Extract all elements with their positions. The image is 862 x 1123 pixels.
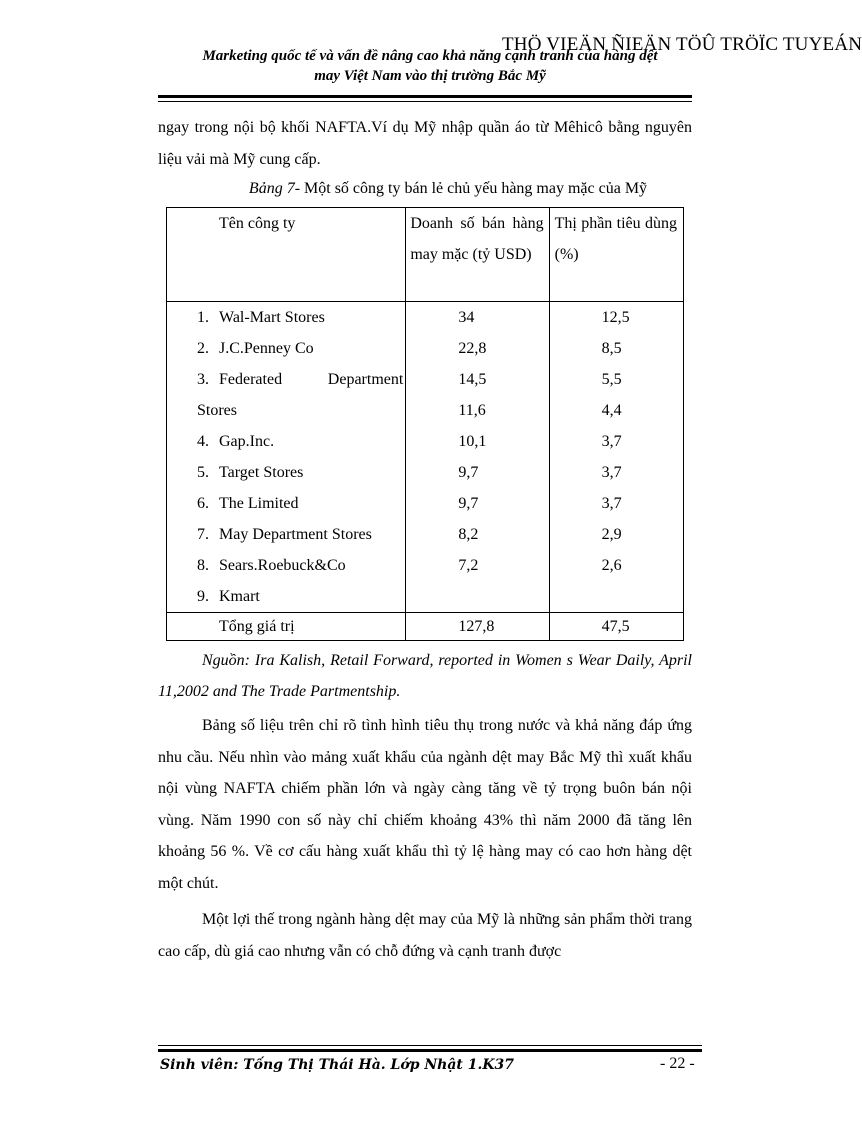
footer-student: Sinh viên: Tống Thị Thái Hà. Lớp Nhật 1.K37 [160,1057,515,1073]
company-item: 6. The Limited [197,495,299,512]
header-rule [158,95,692,98]
sales-values [406,302,549,613]
advantage-paragraph: Một lợi thế trong ngành hàng dệt may của Mỹ là những sản phẩm thời trang cao cấp, dù giá cao nhưng vẫn có chỗ đứng và cạnh tranh được [158,911,692,960]
share-value: 3,7 [601,495,622,512]
library-watermark: THÖ VIEÄN ÑIEÄN TÖÛ TRÖÏC TUYEÁN [502,34,862,55]
page-number: - 22 - [660,1055,695,1072]
sales-value: 10,1 [458,433,487,450]
footer-rule [158,1049,702,1052]
intro-paragraph: ngay trong nội bộ khối NAFTA.Ví dụ Mỹ nhập quần áo từ Mêhicô bằng nguyên liệu vải mà Mỹ cung cấp. [158,119,692,168]
sales-value: 8,2 [458,526,479,543]
company-item-continued: Stores [197,402,237,419]
header-company: Tên công ty [167,208,406,302]
header-rule-thin [158,101,692,102]
table-caption [158,180,738,198]
table-caption-text: - Một số công ty bán lẻ chủ yếu hàng may mặc của Mỹ [294,180,648,197]
company-item: 9. Kmart [197,588,260,605]
footer-rule-thin [158,1045,702,1046]
sales-value: 22,8 [458,340,487,357]
sales-value: 14,5 [458,371,487,388]
sales-value: 11,6 [458,402,486,419]
share-value: 3,7 [601,433,622,450]
share-value: 5,5 [601,371,622,388]
header-share: Thị phần tiêu dùng (%) [549,208,683,302]
header-sales: Doanh số bán hàng may mặc (tỷ USD) [406,208,549,302]
total-share: 47,5 [549,613,683,641]
share-value: 2,6 [601,557,622,574]
company-item: 3. Federated Department [197,371,404,388]
sales-value: 9,7 [458,464,479,481]
company-list [167,302,406,613]
share-value: 4,4 [601,402,622,419]
company-item: 5. Target Stores [197,464,304,481]
header-line-1: Marketing quốc tế và vấn đề nâng cao khả năng cạnh tranh của hàng dệt [202,48,658,64]
company-item: 2. J.C.Penney Co [197,340,314,357]
sales-value: 9,7 [458,495,479,512]
analysis-paragraph: Bảng số liệu trên chỉ rõ tình hình tiêu thụ trong nước và khả năng đáp ứng nhu cầu. Nếu nhìn vào mảng xuất khẩu của ngành dệt may Bắc Mỹ thì xuất khẩu nội vùng NAFTA chiếm phần lớn và ngày càng tăng về tỷ trọng buôn bán nội vùng. Năm 1990 con số này chỉ chiếm khoảng 43% thì năm 2000 đã tăng lên khoảng 56 %. Về cơ cấu hàng xuất khẩu thì tỷ lệ hàng may có cao hơn hàng dệt một chút. [158,717,692,892]
company-item: 8. Sears.Roebuck&Co [197,557,346,574]
company-item: 1. Wal-Mart Stores [197,309,325,326]
share-value: 2,9 [601,526,622,543]
sales-value: 34 [458,309,475,326]
header-line-2: may Việt Nam vào thị trường Bắc Mỹ [314,68,546,84]
page-header [150,46,710,86]
share-value: 12,5 [601,309,630,326]
total-sales: 127,8 [406,613,549,641]
retailers-table [166,207,684,641]
share-value: 3,7 [601,464,622,481]
company-item: 7. May Department Stores [197,526,372,543]
table-caption-label: Bảng 7 [248,180,295,197]
total-label: Tổng giá trị [167,613,406,641]
table-header-row [167,208,684,302]
share-value: 8,5 [601,340,622,357]
table-body-row [167,302,684,613]
company-item: 4. Gap.Inc. [197,433,275,450]
share-values [549,302,683,613]
table-source: Nguồn: Ira Kalish, Retail Forward, reported in Women s Wear Daily, April 11,2002 and The Trade Partmentship. [158,652,692,700]
sales-value: 7,2 [458,557,479,574]
table-total-row [167,613,684,641]
